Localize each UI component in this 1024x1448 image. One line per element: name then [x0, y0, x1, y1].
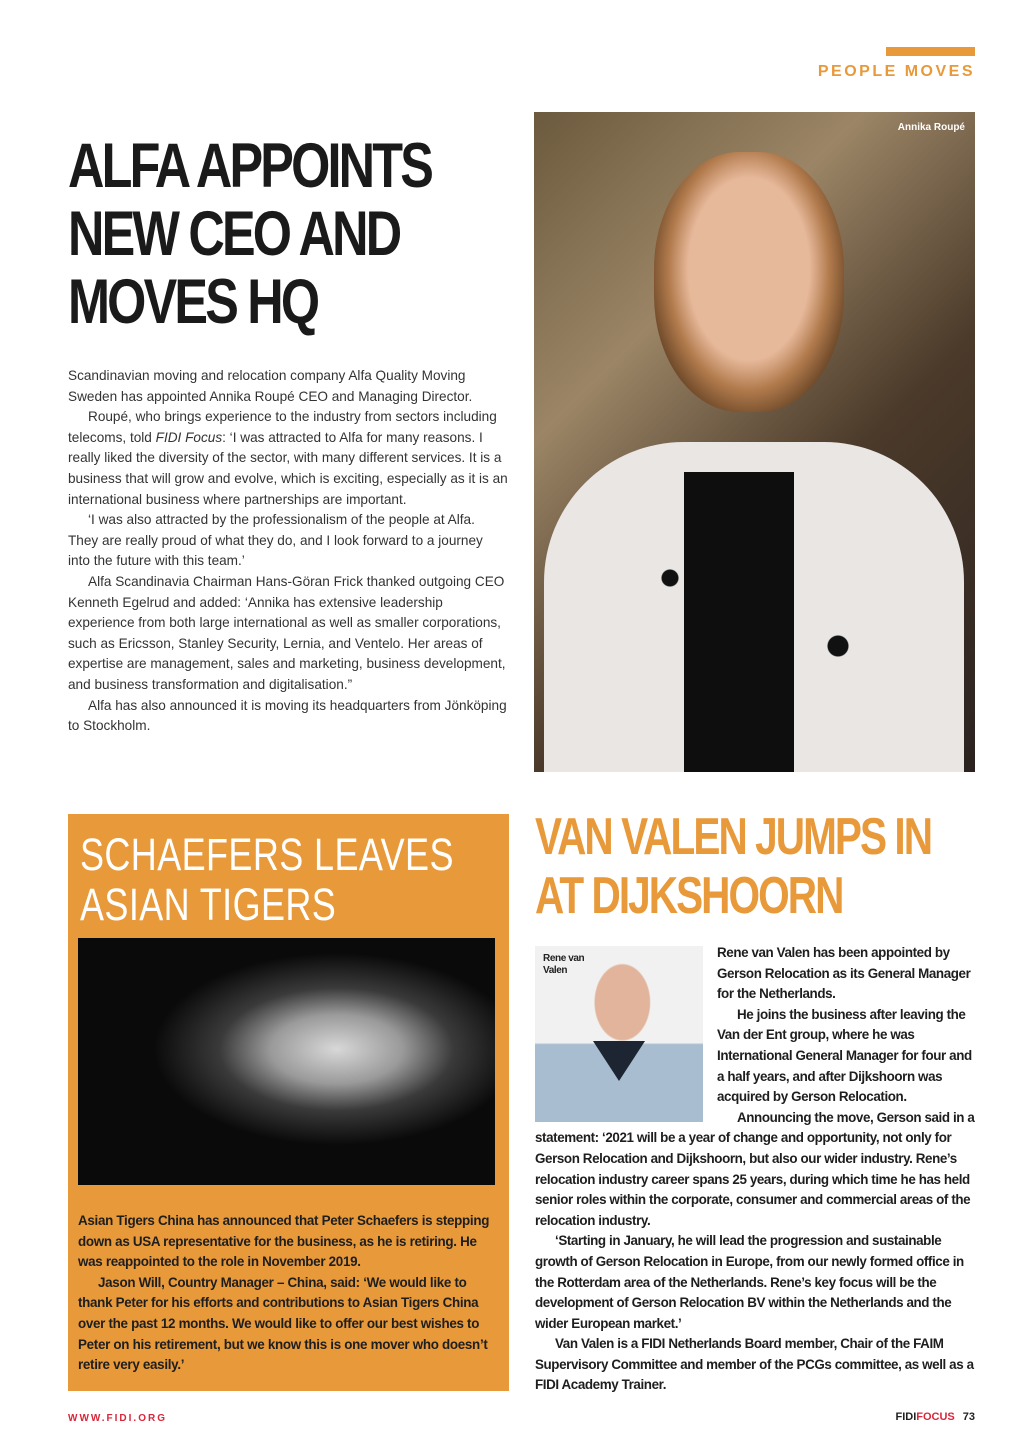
- brand-focus: FOCUS: [916, 1411, 955, 1423]
- section-label: PEOPLE MOVES: [817, 63, 975, 80]
- section-bar: [886, 47, 975, 56]
- paragraph: Roupé, who brings experience to the industry from sectors including telecoms, told FIDI Focus: ‘I was attracted to Alfa for many reasons. I really liked the diversity of the sector, with many different services. It is a business that will grow and evolve, which is exciting, especially as it is an international business where partnerships are important.: [68, 409, 508, 507]
- photo-caption: Annika Roupé: [897, 122, 965, 133]
- page-number: 73: [962, 1411, 975, 1423]
- schaefers-body: [78, 1211, 503, 1376]
- annika-roupe-photo: [534, 112, 975, 772]
- schaefers-headline: SCHAEFERS LEAVES ASIAN TIGERS: [80, 829, 454, 930]
- van-valen-body: [535, 943, 976, 1396]
- website-link[interactable]: WWW.FIDI.ORG: [68, 1413, 167, 1424]
- paragraph: Jason Will, Country Manager – China, said: ‘We would like to thank Peter for his efforts and contributions to Asian Tigers China over the past 12 months. We would like to offer our best wishes to Peter on his retirement, but we know this is one mover who doesn’t retire very easily.’: [78, 1274, 488, 1373]
- footer-brand: [895, 1411, 975, 1423]
- photo-caption: Rene van Valen: [543, 953, 585, 976]
- paragraph: ‘I was also attracted by the professionalism of the people at Alfa. They are really proud of what they do, and I look forward to a journey into the future with this team.’: [68, 512, 483, 569]
- paragraph: Alfa has also announced it is moving its headquarters from Jönköping to Stockholm.: [68, 697, 507, 734]
- paragraph: Alfa Scandinavia Chairman Hans-Göran Frick thanked outgoing CEO Kenneth Egelrud and added: ‘Annika has extensive leadership experience from both large international as well as smaller corporations, such as Ericsson, Stanley Security, Lernia, and Ventelo. Her areas of expertise are management, sales and marketing, business development, and business transformation and digitalisation.”: [68, 573, 506, 692]
- main-article-body: [68, 366, 508, 737]
- van-valen-headline: VAN VALEN JUMPS IN AT DIJKSHOORN: [535, 808, 932, 925]
- paragraph: Rene van Valen has been appointed by Gerson Relocation as its General Manager for the Netherlands.: [717, 945, 971, 1002]
- rene-van-valen-photo: [535, 946, 703, 1122]
- paragraph: He joins the business after leaving the Van der Ent group, where he was International General Manager for four and a half years, and after Dijkshoorn was acquired by Gerson Relocation.: [717, 1006, 972, 1105]
- paragraph: Announcing the move, Gerson said in a statement: ‘2021 will be a year of change and opportunity, not only for Gerson Relocation and Dijkshoorn, but also our wider industry. Rene’s relocation industry career spans 25 years, during which time he has held senior roles within the corporate, consumer and commercial areas of the relocation industry.: [535, 1109, 975, 1228]
- peter-schaefers-photo: [78, 938, 495, 1185]
- brand-fidi: FIDI: [895, 1411, 917, 1423]
- main-headline: ALFA APPOINTS NEW CEO AND MOVES HQ: [68, 131, 432, 337]
- paragraph: Asian Tigers China has announced that Peter Schaefers is stepping down as USA representative for the business, as he is retiring. He was reappointed to the role in November 2019.: [78, 1213, 490, 1270]
- paragraph: ‘Starting in January, he will lead the progression and sustainable growth of Gerson Relocation in Europe, from our newly formed office in the Rotterdam area of the Netherlands. Rene’s key focus will be the development of Gerson Relocation BV within the Netherlands and the wider European market.’: [535, 1233, 964, 1331]
- paragraph: Scandinavian moving and relocation company Alfa Quality Moving Sweden has appointed Annika Roupé CEO and Managing Director.: [68, 368, 473, 404]
- paragraph: Van Valen is a FIDI Netherlands Board member, Chair of the FAIM Supervisory Committee and member of the PCGs committee, as well as a FIDI Academy Trainer.: [535, 1336, 974, 1393]
